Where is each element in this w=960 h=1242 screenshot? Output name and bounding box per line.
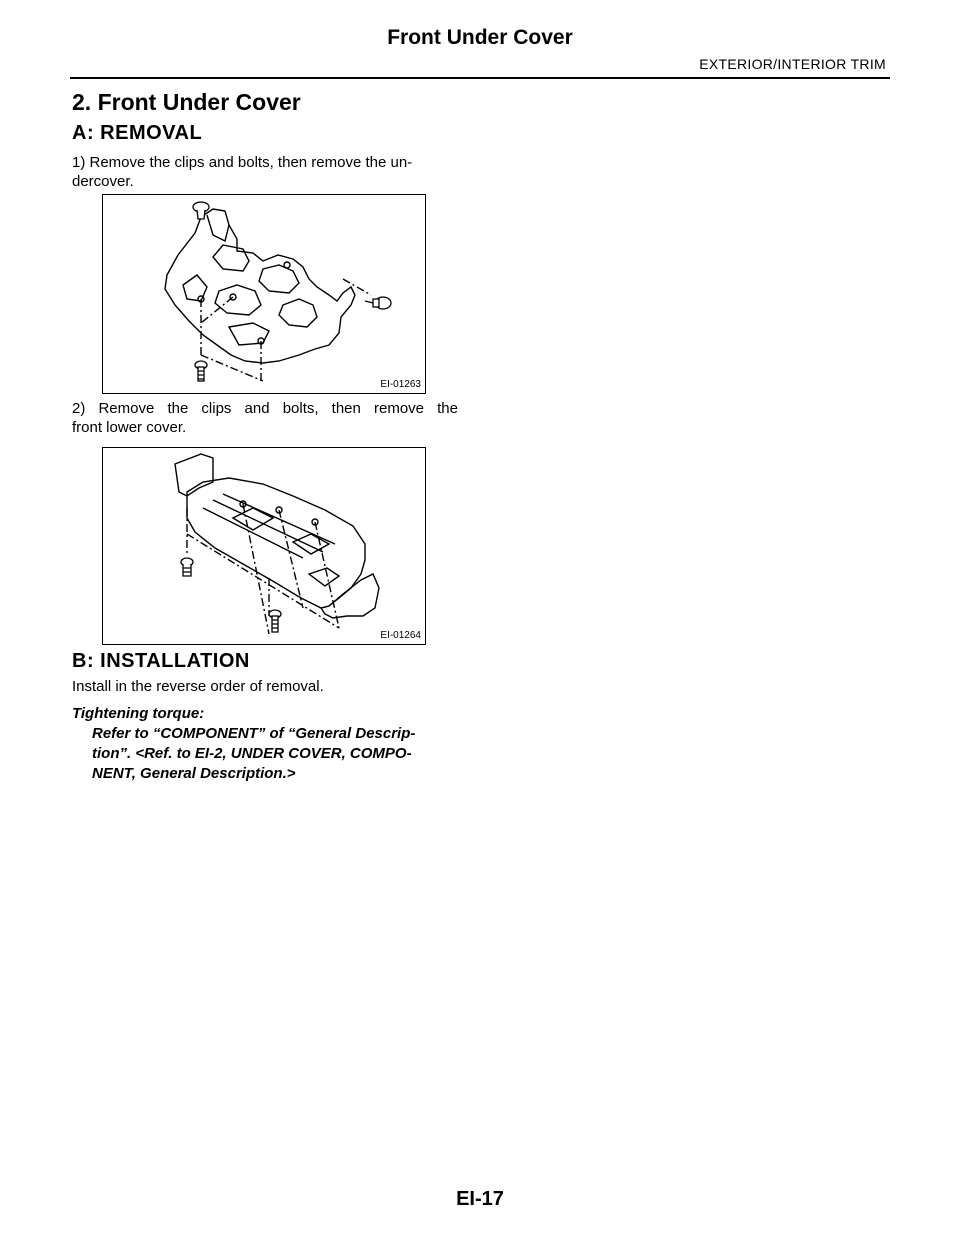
undercover-figure <box>102 194 426 394</box>
front-lower-cover-illustration <box>103 448 426 645</box>
step-1-line-2: dercover. <box>72 173 134 190</box>
torque-line-1: Refer to “COMPONENT” of “General Descrip- <box>92 725 416 742</box>
section-heading: 2. Front Under Cover <box>72 89 301 115</box>
page-header-title: Front Under Cover <box>387 26 573 49</box>
removal-step-1 <box>72 153 458 191</box>
front-lower-cover-figure <box>102 447 426 645</box>
torque-line-3: NENT, General Description.> <box>92 765 296 782</box>
installation-text: Install in the reverse order of removal. <box>72 678 324 695</box>
step-1-line-1: 1) Remove the clips and bolts, then remove the un- <box>72 154 413 171</box>
installation-heading: B: INSTALLATION <box>72 650 250 672</box>
removal-heading: A: REMOVAL <box>72 122 203 144</box>
section-name: EXTERIOR/INTERIOR TRIM <box>699 56 886 72</box>
tightening-torque-reference <box>92 724 462 784</box>
page-number: EI-17 <box>456 1188 504 1210</box>
header-divider <box>70 77 890 79</box>
figure-code: EI-01264 <box>380 630 421 641</box>
torque-line-2: tion”. <Ref. to EI-2, UNDER COVER, COMPO- <box>92 745 412 762</box>
step-2-line-1: 2) Remove the clips and bolts, then remove the <box>72 400 458 417</box>
removal-step-2-cont <box>72 418 458 437</box>
removal-step-2 <box>72 399 458 418</box>
figure-code: EI-01263 <box>380 379 421 390</box>
tightening-torque-label: Tightening torque: <box>72 705 205 722</box>
clip-icon-top <box>193 202 209 219</box>
step-2-line-2: front lower cover. <box>72 419 187 436</box>
undercover-illustration <box>103 195 426 394</box>
